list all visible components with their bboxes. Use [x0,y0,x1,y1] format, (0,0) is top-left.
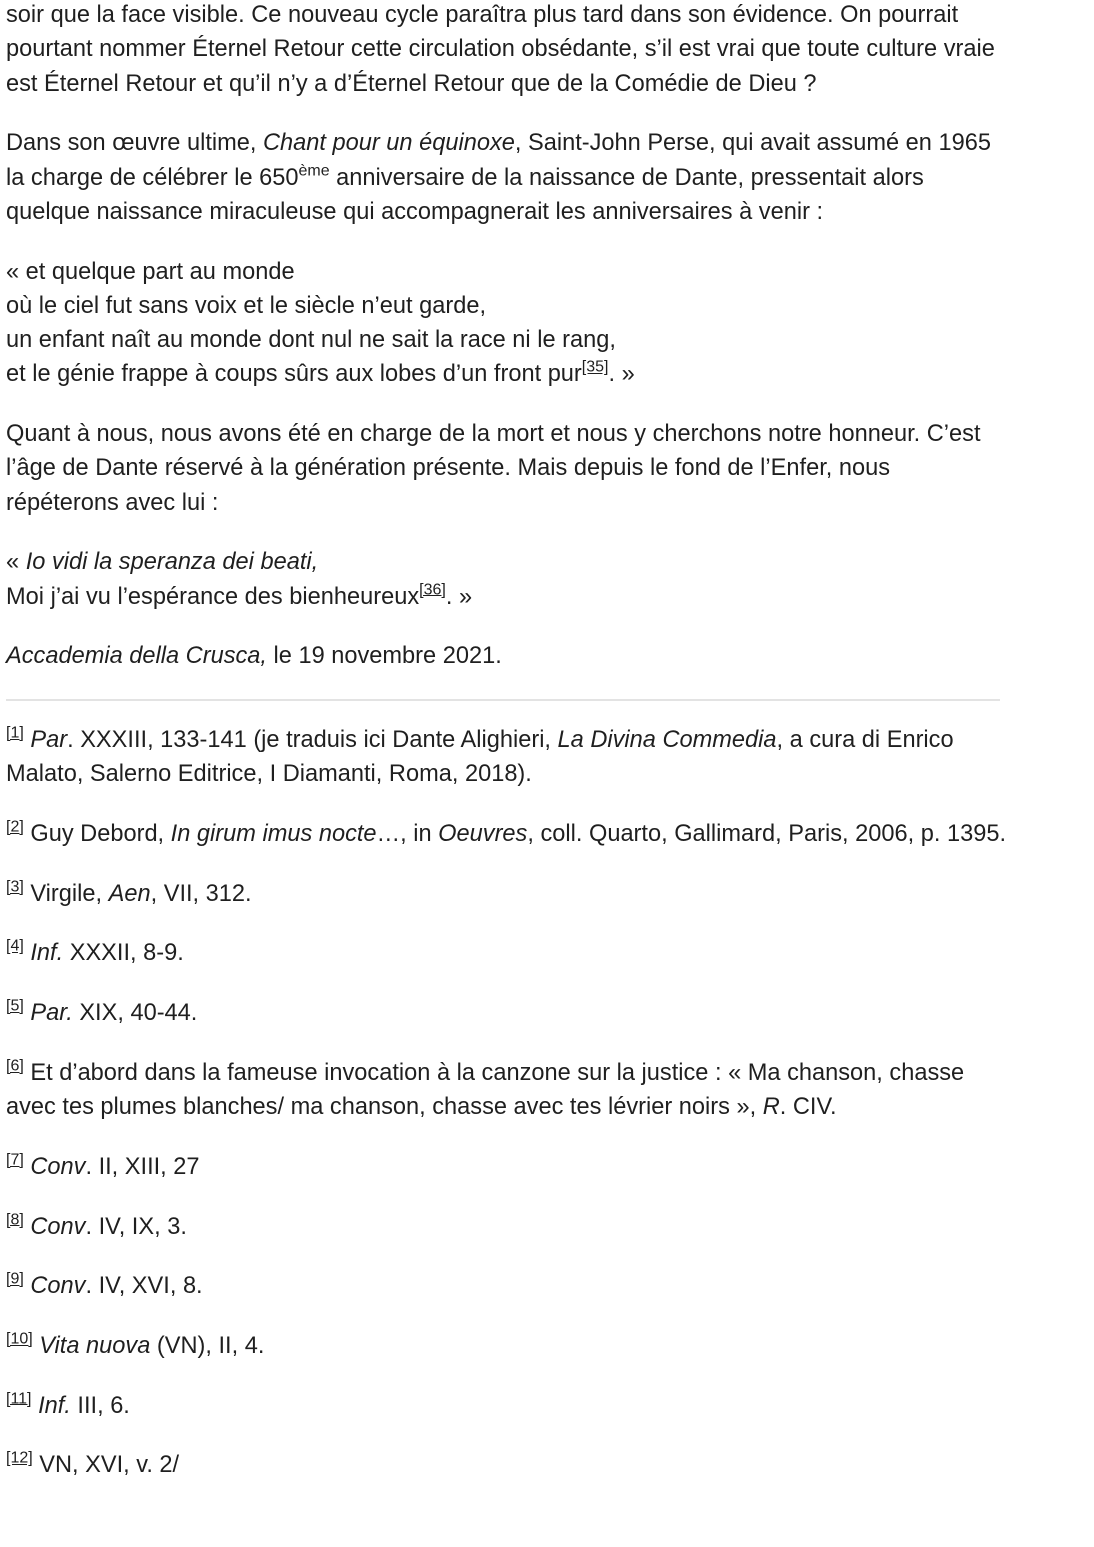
poem-line [6,580,1006,614]
text-segment: anniversaire de la naissance de Dante, pressentait alors quelque naissance miraculeuse qui accompagnerait les anniversaires à venir : [6,164,924,225]
poem-line: un enfant naît au monde dont nul ne sait la race ni le rang, [6,327,616,354]
footnote-item [6,936,1006,970]
footnote-text: , a cura di Enrico Malato, Salerno Editrice, I Diamanti, Roma, 2018). [6,727,954,788]
work-title: Chant pour un équinoxe [263,130,515,157]
footnote-text: , coll. Quarto, Gallimard, Paris, 2006, p. 1395. [527,821,1007,848]
footnote-item [6,996,1006,1030]
footnote-text: (VN), II, 4. [150,1332,265,1359]
footnote-italic: Vita nuova [39,1332,151,1359]
footnote-text: Guy Debord, [23,821,171,848]
footnote-ref-35[interactable]: [35] [581,359,609,377]
footnotes-divider [6,699,1000,701]
paragraph-saint-john-perse [6,126,1006,229]
footnote-italic: Par. [30,1000,73,1027]
ordinal-superscript: ème [298,162,330,180]
footnote-italic: Oeuvres [438,821,528,848]
footnote-italic: Aen [108,880,151,907]
quote-open: « [6,549,26,576]
footnote-item [6,1389,1006,1423]
footnote-italic: Inf. [30,940,64,967]
footnote-text: . IV, IX, 3. [85,1213,187,1240]
footnote-backlink[interactable]: [4] [6,938,24,956]
footnote-backlink[interactable]: [5] [6,997,24,1015]
footnote-text: VN, XVI, v. 2/ [32,1452,180,1479]
footnote-text: Et d’abord dans la fameuse invocation à la canzone sur la justice : « Ma chanson, chasse avec tes plumes blanches/ ma chanson, chasse avec tes lévrier noirs », [6,1059,965,1121]
poem-quote-dante [6,545,1006,614]
footnote-italic: La Divina Commedia [557,727,777,754]
footnote-item [6,1269,1006,1303]
footnote-text: . CIV. [779,1094,837,1121]
footnote-item [6,1448,1006,1482]
footnotes-list [6,723,1006,1482]
footnote-text: XXXII, 8-9. [63,940,184,967]
paragraph-eternal-return: soir que la face visible. Ce nouveau cycle paraîtra plus tard dans son évidence. On pourrait pourtant nommer Éternel Retour cette circulation obsédante, s’il est vrai que toute culture vraie est Éternel Retour et qu’il n’y a d’Éternel Retour que de la Comédie de Dieu ? [6,2,995,97]
footnote-text: XIX, 40-44. [72,1000,198,1027]
footnote-backlink[interactable]: [8] [6,1211,24,1229]
footnote-backlink[interactable]: [7] [6,1151,24,1169]
footnote-italic: Inf. [38,1392,71,1419]
poem-line [6,545,1006,579]
footnote-backlink[interactable]: [1] [6,724,24,742]
signature-date: le 19 novembre 2021. [266,643,502,670]
footnote-italic: Par [30,727,68,754]
footnote-item [6,877,1006,911]
footnote-italic: In girum imus nocte [170,821,377,848]
footnote-backlink[interactable]: [9] [6,1270,24,1288]
footnote-backlink[interactable]: [10] [6,1330,33,1348]
footnote-text: . XXXIII, 133-141 (je traduis ici Dante Alighieri, [67,727,558,754]
poem-line-text: et le génie frappe à coups sûrs aux lobes d’un front pur [6,361,582,388]
footnote-backlink[interactable]: [6] [6,1057,24,1075]
footnote-text: III, 6. [70,1392,130,1419]
poem-line-text: Moi j’ai vu l’espérance des bienheureux [6,583,420,610]
article-page [6,0,1006,1508]
footnote-italic: R [762,1094,780,1121]
poem-line: « et quelque part au monde [6,258,295,285]
footnote-italic: Conv [30,1273,86,1300]
footnote-text: , VII, 312. [150,880,252,907]
poem-quote-perse [6,255,1006,392]
footnote-text: …, in [376,821,439,848]
signature-line [6,639,1006,673]
footnote-item [6,1210,1006,1244]
footnote-text: . IV, XVI, 8. [85,1273,203,1300]
poem-line [6,357,1006,391]
italian-verse: Io vidi la speranza dei beati, [25,549,319,576]
footnote-item [6,723,1006,792]
footnote-item [6,1329,1006,1363]
footnote-backlink[interactable]: [11] [6,1390,32,1408]
footnote-backlink[interactable]: [2] [6,818,24,836]
footnote-italic: Conv [30,1153,86,1180]
footnote-item [6,1150,1006,1184]
quote-close: . » [445,583,473,610]
paragraph-age-of-dante: Quant à nous, nous avons été en charge de la mort et nous y cherchons notre honneur. C’est l’âge de Dante réservé à la génération présente. Mais depuis le fond de l’Enfer, nous répéterons avec lui : [6,421,981,516]
footnote-item [6,1056,1006,1125]
footnote-backlink[interactable]: [3] [6,878,24,896]
footnote-item [6,817,1006,851]
text-segment: , Saint-John Perse, qui avait assumé en 1965 la charge de célébrer le 650 [6,130,991,191]
footnote-ref-36[interactable]: [36] [419,581,446,599]
footnote-text: Virgile, [23,880,109,907]
signature-place: Accademia della Crusca, [6,643,267,670]
quote-close: . » [608,361,635,388]
poem-line: où le ciel fut sans voix et le siècle n’eut garde, [6,292,487,319]
text-segment: Dans son œuvre ultime, [6,130,263,157]
footnote-italic: Conv [30,1213,86,1240]
footnote-backlink[interactable]: [12] [6,1449,33,1467]
footnote-text: . II, XIII, 27 [85,1153,200,1180]
